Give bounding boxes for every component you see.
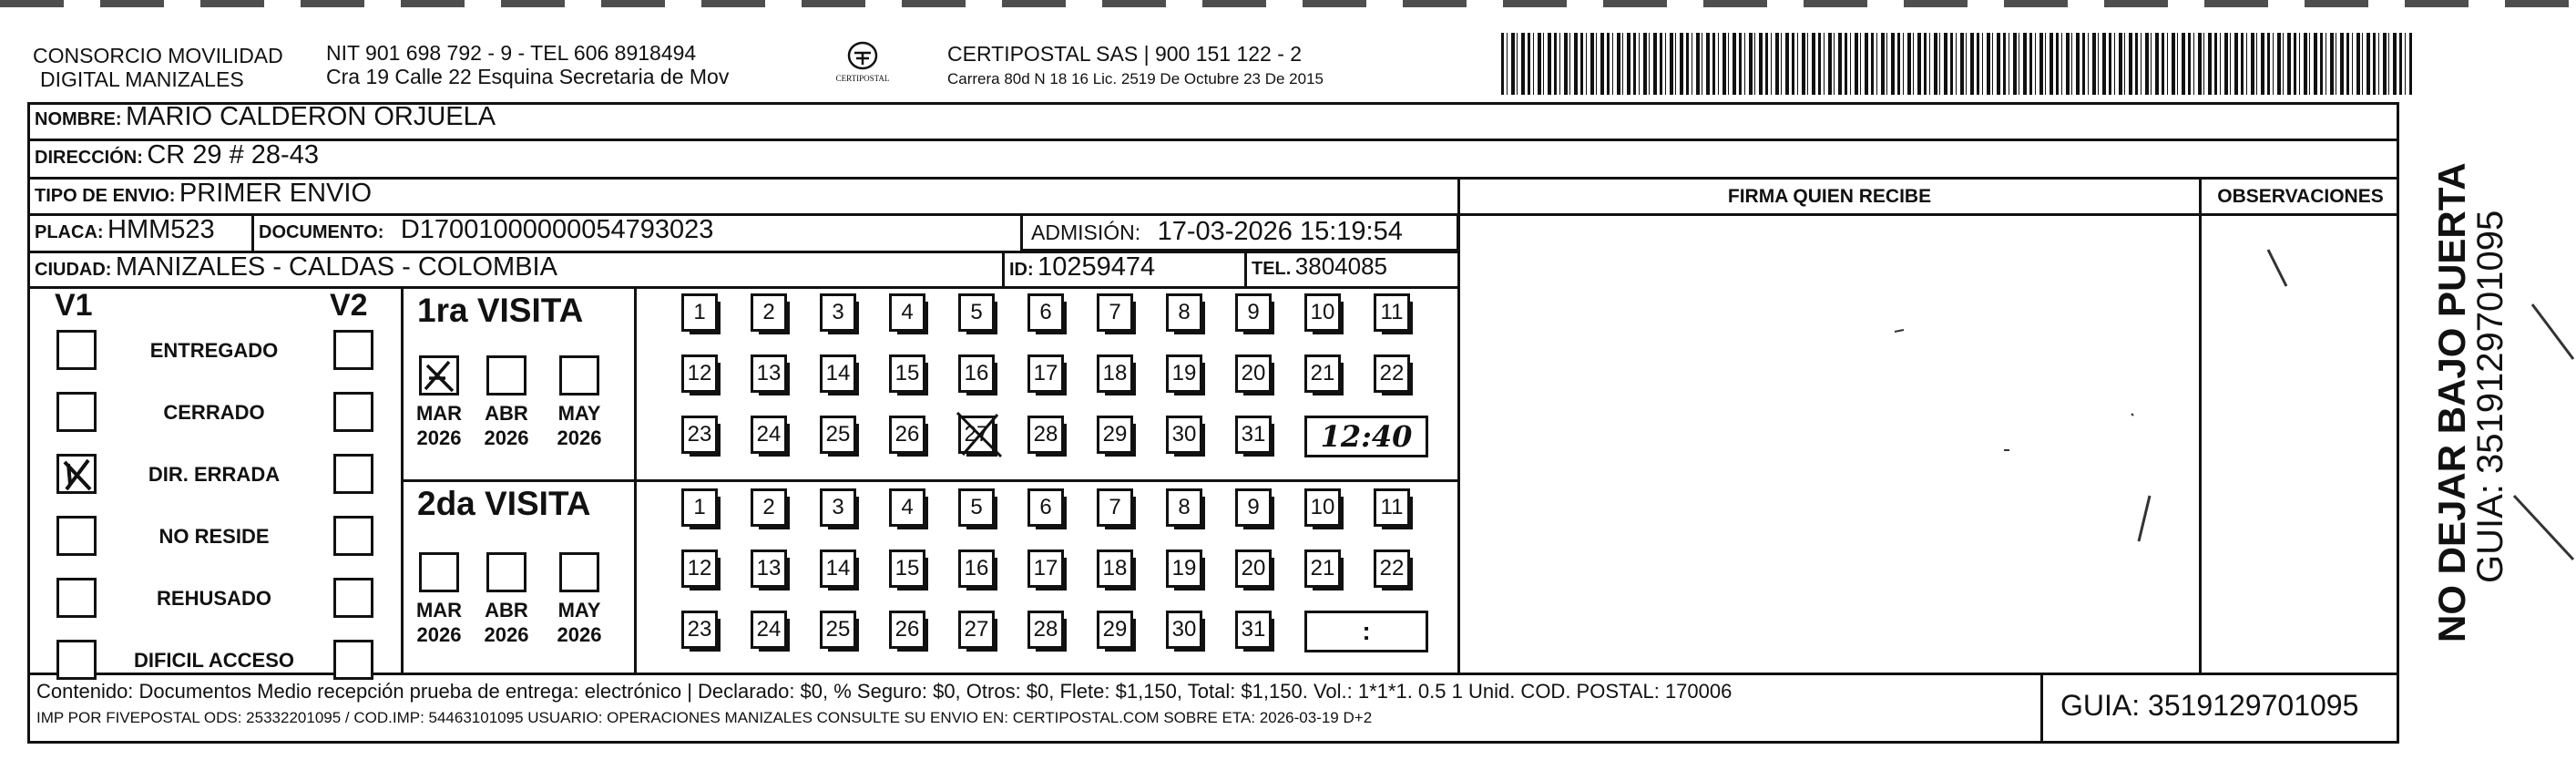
v2-checkbox[interactable] — [333, 454, 373, 494]
tel-label: TEL. — [1252, 259, 1292, 279]
admision-label: ADMISIÓN: — [1031, 221, 1141, 244]
day-number: 3 — [832, 495, 844, 519]
day-number: 13 — [756, 556, 782, 580]
first-visit-day-9[interactable] — [1235, 293, 1272, 332]
first-visit-time: 12:40 — [1320, 419, 1413, 454]
day-number: 11 — [1380, 495, 1404, 519]
day-number: 13 — [756, 361, 782, 385]
second-visit-month-label — [414, 598, 465, 647]
first-visit-day-1[interactable] — [681, 293, 718, 332]
day-number: 16 — [964, 556, 989, 580]
v2-checkbox[interactable] — [333, 392, 373, 432]
day-number: 8 — [1178, 300, 1191, 324]
first-visit-day-28[interactable] — [1027, 416, 1064, 454]
admision-value: 17-03-2026 15:19:54 — [1157, 217, 1403, 246]
second-visit-day-13[interactable] — [751, 549, 787, 588]
day-number: 1 — [693, 495, 706, 519]
first-visit-month-label — [554, 401, 605, 450]
second-visit-day-12[interactable] — [681, 549, 718, 588]
v1-checkbox[interactable] — [56, 578, 97, 618]
day-number: 22 — [1379, 556, 1405, 580]
day-number: 10 — [1310, 300, 1335, 324]
nombre-label: NOMBRE: — [35, 109, 122, 129]
second-visit-day-15[interactable] — [889, 549, 925, 588]
day-number: 26 — [894, 422, 920, 447]
row-line — [27, 286, 1459, 289]
pen-marks — [1457, 177, 2576, 760]
tipo-label: TIPO DE ENVIO: — [35, 186, 176, 206]
day-number: 11 — [1380, 300, 1404, 324]
day-number: 4 — [901, 495, 914, 519]
day-number: 27 — [964, 617, 989, 642]
first-visit-day-22[interactable] — [1374, 354, 1410, 393]
day-number: 18 — [1102, 556, 1128, 580]
logo-icon — [846, 40, 879, 71]
guia-box: GUIA: 3519129701095 — [2060, 689, 2359, 722]
first-visit-day-13[interactable] — [751, 354, 787, 393]
day-number: 24 — [756, 617, 782, 642]
day-number: 16 — [964, 361, 989, 385]
second-visit-day-22[interactable] — [1374, 549, 1410, 588]
second-visit-day-17[interactable] — [1027, 549, 1064, 588]
day-number: 2 — [762, 300, 775, 324]
row-line — [27, 139, 2399, 141]
imp-text: IMP POR FIVEPOSTAL ODS: 25332201095 / COD.IMP: 54463101095 USUARIO: OPERACIONES MANIZALES CONSULTE SU ENVIO EN: CERTIPOSTAL.COM SOBRE ETA: 2026-03-19 D+2 — [36, 709, 1373, 726]
first-visit-time-box[interactable] — [1304, 416, 1428, 457]
day-number: 31 — [1241, 422, 1266, 447]
side-guia: GUIA: 3519129701095 — [2470, 210, 2510, 583]
courier-line: CERTIPOSTAL SAS | 900 151 122 - 2 — [947, 42, 1303, 66]
tel-row — [1252, 252, 1387, 281]
day-number: 17 — [1033, 361, 1058, 385]
status-label: REHUSADO — [157, 587, 271, 610]
first-visit-day-3[interactable] — [820, 293, 856, 332]
second-visit-day-14[interactable] — [820, 549, 856, 588]
day-number: 5 — [970, 495, 983, 519]
day-number: 6 — [1039, 495, 1052, 519]
day-number: 23 — [687, 617, 712, 642]
day-number: 14 — [825, 556, 851, 580]
day-number: 26 — [894, 617, 920, 642]
first-visit-day-15[interactable] — [889, 354, 925, 393]
observaciones-header: OBSERVACIONES — [2217, 186, 2384, 207]
ciudad-row — [35, 252, 557, 282]
nombre-value: MARIO CALDERON ORJUELA — [126, 102, 496, 131]
day-number: 30 — [1171, 422, 1197, 447]
v1-checkbox[interactable] — [56, 640, 97, 680]
cell-divider — [1002, 251, 1005, 286]
second-visit-day-24[interactable] — [751, 611, 787, 649]
first-visit-month-label — [414, 401, 465, 450]
company-name — [33, 44, 283, 91]
v2-label: V2 — [330, 288, 368, 323]
documento-row — [259, 215, 713, 245]
second-visit-day-18[interactable] — [1097, 549, 1133, 588]
documento-label: DOCUMENTO: — [259, 222, 384, 242]
day-number: 6 — [1039, 300, 1052, 324]
second-visit-day-30[interactable] — [1166, 611, 1202, 649]
first-visit-day-5[interactable] — [958, 293, 995, 332]
day-number: 9 — [1247, 300, 1260, 324]
second-visit-time-box[interactable] — [1304, 611, 1428, 652]
first-visit-month-label — [481, 401, 532, 450]
day-number: 5 — [970, 300, 983, 324]
visit-split-line — [401, 479, 1457, 482]
v1-checkbox[interactable] — [56, 454, 97, 494]
day-number: 1 — [693, 300, 706, 324]
day-number: 22 — [1379, 361, 1405, 385]
placa-row — [35, 215, 215, 245]
id-row — [1009, 252, 1155, 282]
second-visit-day-19[interactable] — [1166, 549, 1202, 588]
logo-text: CERTIPOSTAL — [835, 74, 890, 83]
company-line-1: CONSORCIO MOVILIDAD — [33, 44, 283, 67]
day-number: 17 — [1033, 556, 1058, 580]
day-number: 20 — [1241, 361, 1266, 385]
second-visit-time: : — [1362, 617, 1371, 645]
second-visit-day-8[interactable] — [1166, 488, 1202, 527]
status-label: NO RESIDE — [158, 525, 270, 548]
second-visit-day-27[interactable] — [958, 611, 995, 649]
second-visit-day-6[interactable] — [1027, 488, 1064, 527]
day-number: 7 — [1109, 300, 1121, 324]
cell-divider — [251, 213, 254, 251]
second-visit-day-2[interactable] — [751, 488, 787, 527]
first-visit-day-31[interactable] — [1235, 416, 1272, 454]
first-visit-day-10[interactable] — [1304, 293, 1341, 332]
first-visit-day-25[interactable] — [820, 416, 856, 454]
month-name: MAY — [557, 599, 601, 621]
first-visit-day-4[interactable] — [889, 293, 925, 332]
ciudad-value: MANIZALES - CALDAS - COLOMBIA — [115, 252, 557, 282]
month-name: MAR — [415, 402, 463, 425]
ciudad-label: CIUDAD: — [35, 260, 112, 280]
second-visit-day-26[interactable] — [889, 611, 925, 649]
day-number: 23 — [687, 422, 712, 447]
second-visit-day-20[interactable] — [1235, 549, 1272, 588]
first-visit-day-18[interactable] — [1097, 354, 1133, 393]
month-name: ABR — [485, 402, 528, 425]
day-number: 29 — [1102, 422, 1128, 447]
placa-value: HMM523 — [107, 215, 215, 244]
first-visit-day-16[interactable] — [958, 354, 995, 393]
first-visit-month-checkbox[interactable] — [559, 355, 599, 395]
second-visit-month-checkbox[interactable] — [559, 552, 599, 592]
day-number: 10 — [1310, 495, 1335, 519]
first-visit-day-14[interactable] — [820, 354, 856, 393]
day-number: 25 — [825, 617, 851, 642]
month-year: 2026 — [416, 426, 462, 449]
second-visit-day-23[interactable] — [681, 611, 718, 649]
status-label: ENTREGADO — [149, 339, 279, 362]
second-visit-day-11[interactable] — [1374, 488, 1410, 527]
certipostal-logo — [831, 40, 894, 95]
first-visit-month-checkbox[interactable] — [486, 355, 526, 395]
second-visit-day-25[interactable] — [820, 611, 856, 649]
day-number: 18 — [1102, 361, 1128, 385]
day-number: 31 — [1241, 617, 1266, 642]
second-visit-month-label — [481, 598, 532, 647]
side-warning: NO DEJAR BAJO PUERTA — [2430, 162, 2473, 642]
first-visit-day-6[interactable] — [1027, 293, 1064, 332]
day-number: 3 — [832, 300, 844, 324]
barcode — [1501, 33, 2412, 95]
day-cross-mark-icon — [954, 409, 1005, 460]
first-visit-day-12[interactable] — [681, 354, 718, 393]
day-number: 9 — [1247, 495, 1260, 519]
second-visit-month-checkbox[interactable] — [419, 552, 459, 592]
second-visit-day-16[interactable] — [958, 549, 995, 588]
day-number: 15 — [894, 361, 920, 385]
first-visit-day-21[interactable] — [1304, 354, 1341, 393]
cell-divider — [1244, 251, 1247, 286]
courier-info — [947, 42, 1324, 88]
placa-label: PLACA: — [35, 222, 104, 242]
contenido-text: Contenido: Documentos Medio recepción prueba de entrega: electrónico | Declarado: $0, % Seguro: $0, Otros: $0, Flete: $1,150, Total: $1,150. Vol.: 1*1*1. 0.5 1 Unid. COD. POSTAL: 170006 — [36, 680, 1733, 703]
second-visit-day-10[interactable] — [1304, 488, 1341, 527]
day-number: 24 — [756, 422, 782, 447]
day-number: 21 — [1310, 361, 1335, 385]
first-visit-day-30[interactable] — [1166, 416, 1202, 454]
tel-value: 3804085 — [1294, 252, 1388, 280]
month-year: 2026 — [484, 426, 529, 449]
first-visit-day-20[interactable] — [1235, 354, 1272, 393]
day-number: 19 — [1171, 556, 1197, 580]
first-visit-day-24[interactable] — [751, 416, 787, 454]
nit-line: NIT 901 698 792 - 9 - TEL 606 8918494 — [326, 41, 697, 65]
second-visit-title: 2da VISITA — [417, 485, 591, 522]
day-number: 2 — [762, 495, 775, 519]
first-visit-day-29[interactable] — [1097, 416, 1133, 454]
day-number: 29 — [1102, 617, 1128, 642]
day-number: 28 — [1033, 617, 1058, 642]
tipo-row — [35, 179, 372, 209]
month-name: MAR — [415, 599, 463, 621]
address-line: Cra 19 Calle 22 Esquina Secretaria de Mov — [326, 65, 730, 88]
second-visit-day-31[interactable] — [1235, 611, 1272, 649]
day-number: 27 — [964, 422, 989, 447]
second-visit-month-checkbox[interactable] — [486, 552, 526, 592]
first-visit-day-19[interactable] — [1166, 354, 1202, 393]
month-name: ABR — [485, 599, 528, 621]
day-number: 7 — [1109, 495, 1121, 519]
first-visit-day-26[interactable] — [889, 416, 925, 454]
id-label: ID: — [1009, 260, 1034, 280]
day-number: 8 — [1178, 495, 1191, 519]
second-visit-day-4[interactable] — [889, 488, 925, 527]
company-line-2: DIGITAL MANIZALES — [40, 67, 244, 91]
status-label: DIR. ERRADA — [148, 463, 281, 486]
admision-row — [1031, 217, 1403, 247]
v1-checkbox[interactable] — [56, 330, 97, 370]
day-number: 28 — [1033, 422, 1058, 447]
second-visit-day-29[interactable] — [1097, 611, 1133, 649]
second-visit-day-28[interactable] — [1027, 611, 1064, 649]
day-number: 15 — [894, 556, 920, 580]
day-number: 30 — [1171, 617, 1197, 642]
second-visit-day-7[interactable] — [1097, 488, 1133, 527]
check-mark-icon — [59, 457, 96, 493]
month-name: MAY — [557, 402, 601, 425]
first-visit-title: 1ra VISITA — [417, 292, 584, 329]
day-number: 12 — [687, 556, 712, 580]
second-visit-day-21[interactable] — [1304, 549, 1341, 588]
month-year: 2026 — [416, 623, 462, 646]
first-visit-day-11[interactable] — [1374, 293, 1410, 332]
first-visit-day-2[interactable] — [751, 293, 787, 332]
v1-label: V1 — [55, 288, 93, 323]
direccion-value: CR 29 # 28-43 — [147, 140, 319, 169]
direccion-row — [35, 140, 319, 170]
month-year: 2026 — [484, 623, 529, 646]
v2-checkbox[interactable] — [333, 578, 373, 618]
first-visit-day-8[interactable] — [1166, 293, 1202, 332]
documento-value: D17001000000054793023 — [400, 215, 714, 244]
month-year: 2026 — [557, 426, 602, 449]
direccion-label: DIRECCIÓN: — [35, 148, 143, 168]
tipo-value: PRIMER ENVIO — [179, 179, 373, 208]
day-number: 25 — [825, 422, 851, 447]
status-label: DIFICIL ACCESO — [133, 649, 294, 672]
second-visit-day-1[interactable] — [681, 488, 718, 527]
check-mark-icon — [422, 358, 458, 395]
month-year: 2026 — [557, 623, 602, 646]
firma-header: FIRMA QUIEN RECIBE — [1727, 186, 1932, 207]
company-contact — [326, 41, 729, 88]
day-number: 12 — [687, 361, 712, 385]
first-visit-day-7[interactable] — [1097, 293, 1133, 332]
top-edge — [0, 0, 2576, 7]
day-number: 14 — [825, 361, 851, 385]
v2-checkbox[interactable] — [333, 330, 373, 370]
second-visit-month-label — [554, 598, 605, 647]
v1-checkbox[interactable] — [56, 392, 97, 432]
first-visit-day-23[interactable] — [681, 416, 718, 454]
v2-checkbox[interactable] — [333, 516, 373, 556]
courier-address: Carrera 80d N 18 16 Lic. 2519 De Octubre 23 De 2015 — [947, 70, 1324, 87]
second-visit-day-9[interactable] — [1235, 488, 1272, 527]
id-value: 10259474 — [1038, 252, 1156, 282]
day-number: 4 — [901, 300, 914, 324]
first-visit-day-17[interactable] — [1027, 354, 1064, 393]
first-visit-day-27[interactable] — [958, 416, 995, 454]
second-visit-day-3[interactable] — [820, 488, 856, 527]
day-number: 19 — [1171, 361, 1197, 385]
day-number: 20 — [1241, 556, 1266, 580]
v1-checkbox[interactable] — [56, 516, 97, 556]
status-label: CERRADO — [163, 401, 265, 424]
v2-checkbox[interactable] — [333, 640, 373, 680]
nombre-row — [35, 102, 496, 132]
second-visit-day-5[interactable] — [958, 488, 995, 527]
first-visit-month-checkbox[interactable] — [419, 355, 459, 395]
day-number: 21 — [1310, 556, 1335, 580]
